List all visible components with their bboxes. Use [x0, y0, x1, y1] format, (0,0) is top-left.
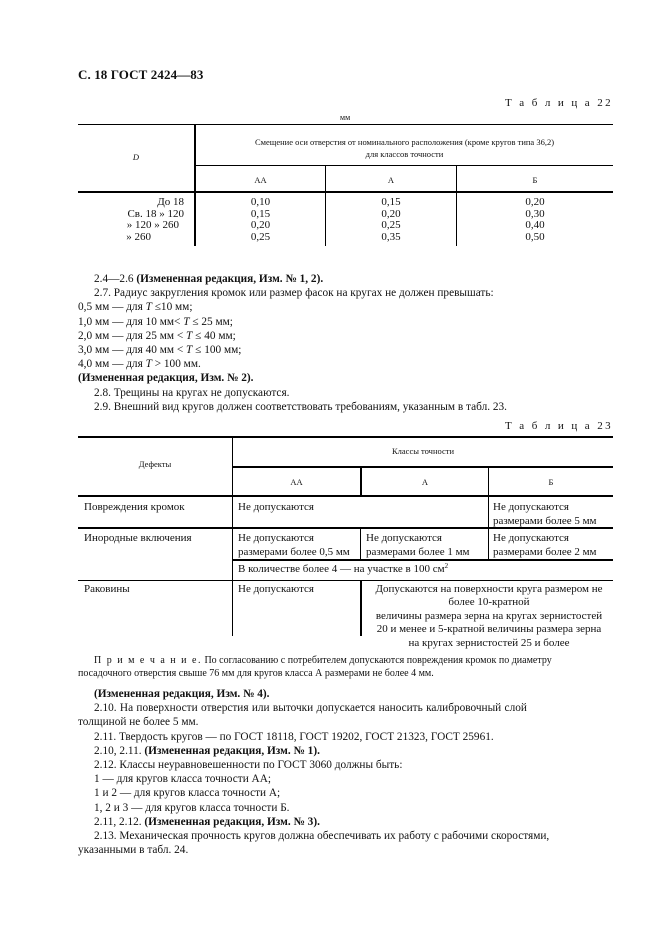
list-item: 1 — для кругов класса точности АА; [94, 773, 272, 786]
paragraph-2-11: 2.11. Твердость кругов — по ГОСТ 18118, ГОСТ 19202, ГОСТ 21323, ГОСТ 25961. [94, 730, 494, 743]
class-header-a: А [421, 477, 429, 487]
column-header-defects: Дефекты [138, 459, 172, 469]
table-cell: 0,25 [381, 219, 401, 232]
amendment-note: (Измененная редакция, Изм. № 2). [78, 372, 254, 385]
table-cell: 0,10 [250, 196, 271, 208]
table-top-rule [78, 436, 613, 438]
column-header-d: D [132, 152, 140, 162]
table-cell: 0,15 [381, 196, 401, 208]
row-divider [233, 559, 613, 561]
table-22 [78, 124, 613, 246]
row-divider [78, 527, 613, 529]
section-b: (Измененная редакция, Изм. № 4). 2.10. На поверхности отверстия или выточки допускается наносить калибровочный слой толщиной не более 5 мм. 2.11. Твердость кругов — по ГОСТ 18118, ГОСТ 19202, ГОСТ 21323, ГОСТ 25961. 2.10, 2.11. (Измененная редакция, Изм. № 1). 2.12. Классы неуравновешенности по ГОСТ 3060 должны быть: 1 — для кругов класса точности АА; 1 и 2 — для кругов класса точности А; 1, 2 и 3 — для кругов класса точности Б. 2.11, 2.12. (Измененная редакция, Изм. № 3). 2.13. Механическая прочность кругов должна обеспечивать их работу с рабочими скоростями, указанными в табл. 24. [78, 687, 613, 857]
paragraph-2-10: 2.10. На поверхности отверстия или выточки допускается наносить калибровочный слой [94, 702, 527, 715]
amendment-note: 2.4—2.6 (Измененная редакция, Изм. № 1, 2). [94, 273, 324, 285]
list-item: 1, 2 и 3 — для кругов класса точности Б. [94, 801, 290, 814]
table-cell: Не допускаются [238, 501, 314, 513]
list-item: 0,5 мм — для T ≤10 мм; [78, 301, 193, 314]
list-item: 3,0 мм — для 40 мм < T ≤ 100 мм; [78, 344, 242, 357]
amendment-note: (Измененная редакция, Изм. № 4). [94, 688, 270, 700]
table-cell: Допускаются на поверхности круга размером не более 10-кратной величины размера зерна на кругах зернистостей 20 и менее и 5-кратной величины размера зерна на кругах зернистостей 25 и более [375, 583, 603, 649]
paragraph-2-8: 2.8. Трещины на кругах не допускаются. [94, 386, 290, 399]
class-header-a: А [387, 175, 395, 185]
list-item: 2,0 мм — для 25 мм < T ≤ 40 мм; [78, 329, 236, 342]
row-label-edges: Повреждения кромок [84, 501, 185, 513]
class-header-aa: АА [254, 175, 267, 185]
header-divider [195, 165, 613, 166]
table-cell: 0,15 [250, 207, 271, 220]
table-cell: » 260 [126, 230, 151, 243]
list-item: 4,0 мм — для T > 100 мм. [78, 358, 201, 371]
column-divider [488, 497, 489, 527]
table-cell: 0,30 [525, 207, 545, 220]
column-divider [360, 581, 362, 636]
aa-column [196, 197, 325, 243]
table-cell: 0,40 [525, 219, 545, 232]
amendment-note: 2.10, 2.11. (Измененная редакция, Изм. № 1). [94, 744, 320, 757]
list-item: 1 и 2 — для кругов класса точности А; [94, 787, 281, 800]
table-cell: Не допускаются размерами более 5 мм [493, 501, 597, 527]
table-23 [78, 436, 613, 649]
a-column [326, 197, 456, 243]
group-header-line1: Смещение оси отверстия от номинального расположения (кроме кругов типа 36,2) [254, 137, 555, 147]
table-cell: 0,20 [525, 196, 545, 208]
table-top-rule [78, 124, 613, 125]
table-22-caption: Т а б л и ц а 22 [505, 97, 613, 109]
b-column [457, 197, 613, 243]
header-divider [233, 466, 613, 468]
section-a [78, 272, 613, 414]
paragraph-2-13: 2.13. Механическая прочность кругов должна обеспечивать их работу с рабочими скоростями, [94, 830, 550, 843]
row-divider [78, 580, 613, 581]
table-cell: В количестве более 4 — на участке в 100 $см^2$ [238, 562, 449, 575]
group-header: Классы точности [391, 446, 455, 456]
table-cell: 0,20 [250, 219, 271, 232]
page-header: С. 18 ГОСТ 2424—83 [78, 67, 204, 82]
table-cell: Не допускаются размерами более 1 мм [366, 532, 470, 558]
note-label: П р и м е ч а н и е. [94, 655, 202, 666]
class-header-aa: АА [290, 477, 303, 487]
d-column [78, 197, 184, 243]
column-divider [360, 529, 361, 559]
table-22-unit: мм [340, 113, 351, 122]
table-cell: Не допускаются размерами более 0,5 мм [238, 532, 350, 558]
table-cell: 0,35 [381, 230, 401, 243]
class-header-b: Б [532, 175, 538, 185]
header-bottom-rule [78, 191, 613, 193]
row-label-inclusions: Инородные включения [84, 532, 192, 544]
group-header [196, 136, 613, 160]
row-label-cavities: Раковины [84, 583, 130, 595]
amendment-note: 2.11, 2.12. (Измененная редакция, Изм. № 3). [94, 815, 320, 828]
column-divider [488, 529, 489, 559]
table-23-caption: Т а б л и ц а 23 [505, 420, 613, 432]
class-header-b: Б [548, 477, 554, 487]
header-bottom-rule [78, 495, 613, 497]
list-item: 1,0 мм — для 10 мм< T ≤ 25 мм; [78, 315, 233, 328]
paragraph-2-9: 2.9. Внешний вид кругов должен соответствовать требованиям, указанным в табл. 23. [94, 400, 507, 413]
paragraph-2-7: 2.7. Радиус закругления кромок или размер фасок на кругах не должен превышать: [94, 287, 494, 300]
table-cell: » 120 » 260 [126, 219, 179, 232]
table-note: П р и м е ч а н и е. По согласованию с потребителем допускаются повреждения кромок по диаметру посадочного отверстия свыше 76 мм для кругов класса А размерами не более 4 мм. [78, 655, 552, 679]
table-cell: Не допускаются размерами более 2 мм [493, 532, 597, 558]
paragraph-2-12: 2.12. Классы неуравновешенности по ГОСТ 3060 должны быть: [94, 759, 403, 772]
table-cell: 0,20 [381, 207, 401, 220]
table-cell: 0,25 [250, 230, 271, 243]
table-cell: Не допускаются [238, 583, 314, 595]
table-cell: Св. 18 » 120 [127, 207, 184, 220]
group-header-line2: для классов точности [365, 149, 444, 159]
table-cell: 0,50 [525, 230, 545, 243]
table-cell: До 18 [157, 196, 184, 208]
